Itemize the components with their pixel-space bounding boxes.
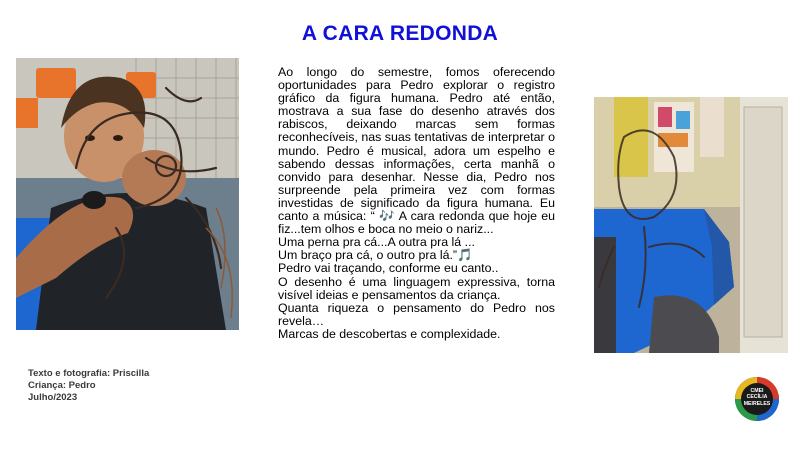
child-drawing-photo (16, 58, 239, 330)
credits (28, 368, 149, 404)
story-paragraph: Ao longo do semestre, fomos oferecendo oportunidades para Pedro explorar o registro gráfico da figura humana. Pedro até então, mostrava a sua fase do desenho através dos rabiscos, deixando marcas sem formas reconhecíveis, nas suas tentativas de interpretar o mundo. Pedro é musical, adora um espelho e sabendo dessas informações, certa manhã o convido para desenhar. Nesse dia, Pedro nos surpreende pela primeira vez com formas investidas de significado da figura humana. Eu canto a música: “ 🎶 A cara redonda que hoje eu fiz...tem olhos e boca no meio o nariz... (278, 65, 555, 237)
story-paragraph: Quanta riqueza o pensamento do Pedro nos revela… (278, 300, 555, 328)
story-paragraph: Uma perna pra cá...A outra pra lá ... (278, 235, 475, 250)
story-paragraph: Marcas de descobertas e complexidade. (278, 326, 501, 341)
logo-line: CMEI (750, 388, 764, 394)
mirror-drawing-photo (594, 97, 788, 353)
credits-child: Criança: Pedro (28, 380, 96, 391)
story-paragraph: Um braço pra cá, o outro pra lá.”🎵 (278, 248, 473, 263)
school-logo (734, 376, 780, 422)
mirror-drawing-illustration (594, 97, 788, 353)
credits-author: Texto e fotografia: Priscilla (28, 368, 150, 379)
logo-line: CECÍLIA (746, 394, 768, 401)
credits-date: Julho/2023 (28, 392, 78, 403)
story-paragraph: O desenho é uma linguagem expressiva, torna visível ideias e pensamentos da criança. (278, 274, 555, 302)
story-text (278, 66, 555, 341)
logo-line: MEIRELES (743, 400, 771, 407)
school-logo-text (734, 388, 780, 407)
story-paragraph: Pedro vai traçando, conforme eu canto.. (278, 261, 499, 276)
page-title: A CARA REDONDA (301, 22, 499, 45)
child-drawing-illustration (16, 58, 239, 330)
